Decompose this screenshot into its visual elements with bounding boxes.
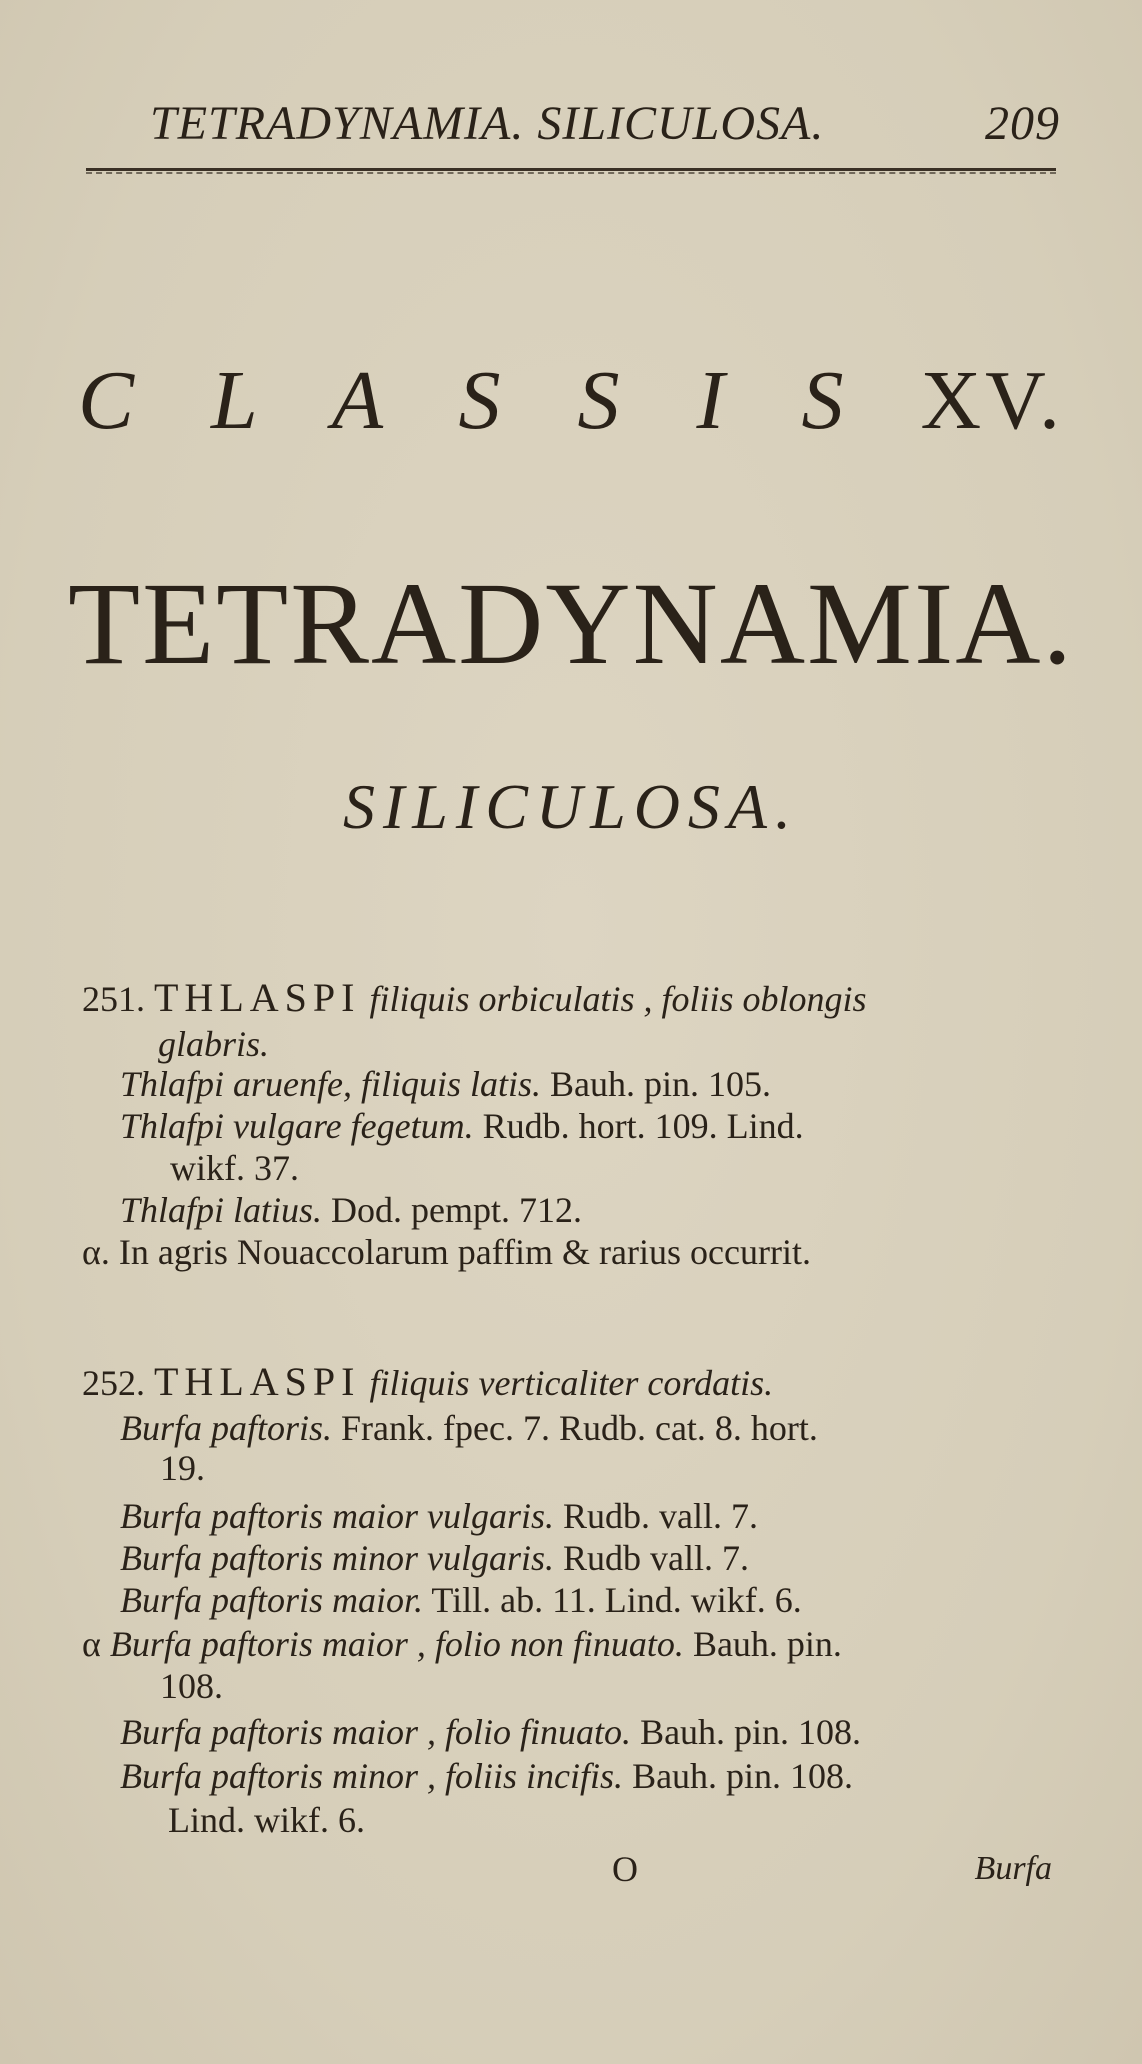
synonym-name: Burfa paftoris minor vulgaris. xyxy=(120,1538,555,1578)
synonym-name: Burfa paftoris maior , folio non finuato. xyxy=(109,1624,684,1664)
synonym-name: Burfa paftoris maior vulgaris. xyxy=(120,1496,555,1536)
page-number: 209 xyxy=(985,97,1060,150)
synonym-reference: Rudb vall. 7. xyxy=(563,1538,750,1578)
entry-251-heading xyxy=(82,975,867,1020)
order-heading: TETRADYNAMIA. xyxy=(68,558,1074,689)
synonym-reference: Dod. pempt. 712. xyxy=(331,1190,583,1230)
synonym-line xyxy=(120,1580,802,1620)
synonym-name: Thlafpi vulgare fegetum. xyxy=(120,1106,474,1146)
synonym-name: Burfa paftoris maior. xyxy=(120,1580,424,1620)
habitat-text: In agris Nouaccolarum paffim & rarius occurrit. xyxy=(118,1232,811,1272)
entry-number: 251. xyxy=(82,979,145,1019)
synonym-line xyxy=(120,1064,771,1104)
synonym-reference: Bauh. pin. 105. xyxy=(550,1064,772,1104)
variety-mark: α. xyxy=(82,1232,110,1272)
synonym-reference: Till. ab. 11. Lind. wikf. 6. xyxy=(431,1580,802,1620)
diagnosis-cont: , foliis oblongis xyxy=(643,979,867,1019)
synonym-reference: Bauh. pin. 108. xyxy=(632,1756,854,1796)
synonym-continuation: 108. xyxy=(160,1666,223,1706)
synonym-reference: Rudb. hort. 109. Lind. xyxy=(482,1106,804,1146)
variety-mark: α xyxy=(82,1624,101,1664)
synonym-line xyxy=(82,1624,842,1664)
synonym-line xyxy=(120,1538,749,1578)
synonym-line xyxy=(120,1106,804,1146)
classis-number: XV. xyxy=(920,354,1064,447)
synonym-line xyxy=(120,1408,818,1448)
signature-mark: O xyxy=(612,1849,638,1889)
genus-name: THLASPI xyxy=(154,975,361,1020)
classis-word: C L A S S I S xyxy=(78,354,872,447)
synonym-name: Burfa paftoris minor , foliis incifis. xyxy=(120,1756,624,1796)
synonym-continuation: 19. xyxy=(160,1448,205,1488)
running-head xyxy=(150,96,1060,151)
synonym-line xyxy=(120,1712,861,1752)
synonym-continuation: wikf. 37. xyxy=(170,1148,299,1188)
synonym-name: Thlafpi aruenfe, filiquis latis. xyxy=(120,1064,542,1104)
header-rule-dashed xyxy=(86,172,1056,174)
class-heading xyxy=(0,352,1142,449)
diagnosis-line-2: glabris. xyxy=(158,1024,270,1064)
synonym-reference: Frank. fpec. 7. Rudb. cat. 8. hort. xyxy=(341,1408,818,1448)
synonym-reference: Rudb. vall. 7. xyxy=(563,1496,759,1536)
catchword: Burfa xyxy=(974,1850,1052,1887)
running-title: TETRADYNAMIA. SILICULOSA. xyxy=(150,97,825,150)
synonym-name: Thlafpi latius. xyxy=(120,1190,323,1230)
synonym-line xyxy=(120,1190,582,1230)
synonym-name: Burfa paftoris. xyxy=(120,1408,333,1448)
synonym-reference: Bauh. pin. xyxy=(692,1624,842,1664)
synonym-line xyxy=(120,1496,758,1536)
synonym-line xyxy=(120,1756,853,1796)
entry-number: 252. xyxy=(82,1363,145,1403)
genus-name: THLASPI xyxy=(154,1359,361,1404)
diagnosis: filiquis verticaliter cordatis. xyxy=(369,1363,774,1403)
suborder-heading: SILICULOSA. xyxy=(342,771,800,842)
synonym-continuation: Lind. wikf. 6. xyxy=(168,1800,365,1840)
habitat-line xyxy=(82,1232,811,1272)
entry-252-heading xyxy=(82,1359,774,1404)
synonym-reference: Bauh. pin. 108. xyxy=(640,1712,862,1752)
diagnosis: filiquis orbiculatis xyxy=(369,979,635,1019)
synonym-name: Burfa paftoris maior , folio finuato. xyxy=(120,1712,632,1752)
